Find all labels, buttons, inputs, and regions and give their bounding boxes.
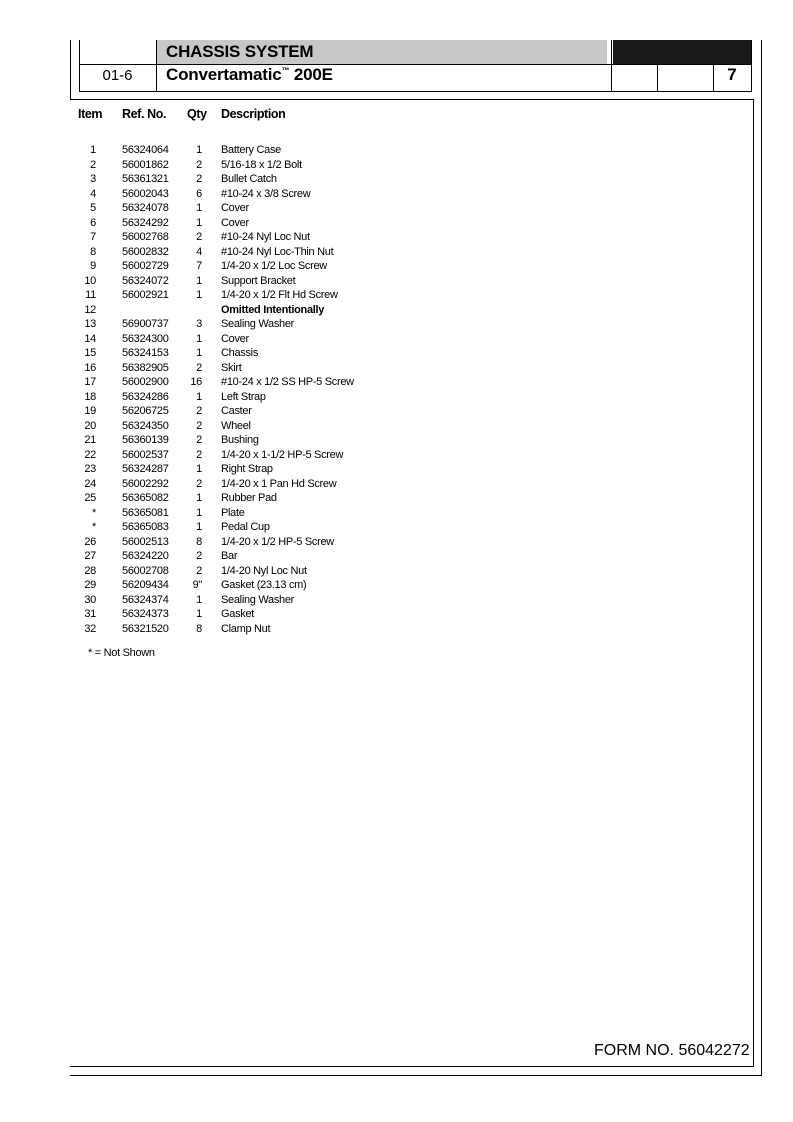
- part-description: 1/4-20 x 1-1/2 HP-5 Screw: [221, 448, 344, 461]
- table-row: [78, 216, 478, 231]
- table-row: [78, 390, 478, 405]
- table-row: [78, 448, 478, 463]
- part-description: Sealing Washer: [221, 318, 295, 330]
- item-number: 24: [84, 477, 96, 490]
- item-number: 23: [84, 463, 96, 475]
- ref-number: 56002043: [122, 187, 169, 200]
- quantity: 1: [196, 390, 202, 403]
- column-header-qty: Qty: [187, 107, 207, 121]
- model-suffix: 200E: [289, 65, 333, 84]
- ref-number: 56324300: [122, 332, 169, 345]
- item-number: 29: [84, 579, 96, 591]
- item-number: 12: [84, 303, 96, 316]
- quantity: 2: [196, 361, 202, 374]
- column-header-description: Description: [221, 107, 286, 121]
- ref-number: 56002292: [122, 477, 169, 490]
- quantity: 1: [196, 506, 202, 519]
- table-row: [78, 317, 478, 332]
- quantity: 1: [196, 274, 202, 287]
- table-row: [78, 433, 478, 448]
- ref-number: 56001862: [122, 158, 169, 171]
- frame-divider-line: [611, 40, 612, 92]
- ref-number: 56324078: [122, 202, 169, 214]
- quantity: 2: [196, 173, 202, 185]
- part-description: Bar: [221, 550, 238, 562]
- part-description: Bullet Catch: [221, 173, 277, 185]
- ref-number: 56321520: [122, 622, 169, 635]
- item-number: 31: [84, 608, 96, 620]
- parts-table: [78, 143, 478, 636]
- ref-number: 56382905: [122, 361, 169, 374]
- table-row: [78, 230, 478, 245]
- part-description: 1/4-20 Nyl Loc Nut: [221, 564, 307, 577]
- table-row: [78, 143, 478, 158]
- item-number: 4: [90, 187, 96, 200]
- item-number: 8: [90, 245, 96, 258]
- ref-number: 56002708: [122, 564, 169, 577]
- trademark-symbol: ™: [281, 66, 290, 75]
- ref-number: 56002768: [122, 231, 169, 243]
- item-number: 1: [90, 144, 96, 156]
- quantity: 1: [196, 289, 202, 301]
- ref-number: 56324064: [122, 144, 169, 156]
- part-description: Rubber Pad: [221, 492, 277, 504]
- quantity: 8: [196, 535, 202, 548]
- table-row: [78, 564, 478, 579]
- table-row: [78, 491, 478, 506]
- part-description: #10-24 Nyl Loc Nut: [221, 231, 310, 243]
- item-number: 17: [84, 376, 96, 388]
- quantity: 1: [196, 332, 202, 345]
- part-description: Caster: [221, 405, 252, 417]
- part-description: Right Strap: [221, 463, 273, 475]
- item-number: 22: [84, 448, 96, 461]
- ref-number: 56900737: [122, 318, 169, 330]
- part-description: Gasket (23.13 cm): [221, 579, 307, 591]
- item-number: *: [92, 506, 96, 519]
- ref-number: 56002921: [122, 289, 169, 301]
- part-description: Bushing: [221, 434, 259, 446]
- page-number: 7: [727, 65, 737, 84]
- ref-number: 56324072: [122, 274, 169, 287]
- table-row: [78, 535, 478, 550]
- ref-number: 56324350: [122, 419, 169, 432]
- quantity: 2: [196, 158, 202, 171]
- ref-number: 56002832: [122, 245, 169, 258]
- part-description: Cover: [221, 332, 249, 345]
- part-description: Support Bracket: [221, 274, 296, 287]
- item-number: 5: [90, 202, 96, 214]
- table-row: [78, 245, 478, 260]
- table-row: [78, 578, 478, 593]
- table-row: [78, 259, 478, 274]
- item-number: 3: [90, 173, 96, 185]
- part-description: Battery Case: [221, 144, 281, 156]
- table-row: [78, 158, 478, 173]
- table-row: [78, 274, 478, 289]
- quantity: 2: [196, 477, 202, 490]
- item-number: 14: [84, 332, 96, 345]
- table-row: [78, 303, 478, 318]
- quantity: 2: [196, 448, 202, 461]
- quantity: 1: [196, 463, 202, 475]
- quantity: 1: [196, 202, 202, 214]
- table-row: [78, 477, 478, 492]
- part-description: 1/4-20 x 1/2 Loc Screw: [221, 260, 327, 272]
- quantity: 9": [192, 579, 202, 591]
- model-name: Convertamatic: [166, 65, 282, 84]
- part-description: Skirt: [221, 361, 242, 374]
- ref-number: 56365081: [122, 506, 169, 519]
- ref-number: 56209434: [122, 579, 169, 591]
- table-row: [78, 462, 478, 477]
- ref-number: 56002537: [122, 448, 169, 461]
- item-number: 10: [84, 274, 96, 287]
- item-number: 11: [85, 289, 96, 301]
- ref-number: 56002729: [122, 260, 169, 272]
- part-description: Cover: [221, 216, 249, 229]
- item-number: 18: [84, 390, 96, 403]
- ref-number: 56206725: [122, 405, 169, 417]
- item-number: 9: [90, 260, 96, 272]
- part-description: #10-24 Nyl Loc-Thin Nut: [221, 245, 334, 258]
- item-number: 2: [90, 158, 96, 171]
- item-number: 6: [90, 216, 96, 229]
- table-row: [78, 361, 478, 376]
- item-number: *: [92, 521, 96, 533]
- table-row: [78, 346, 478, 361]
- table-row: [78, 506, 478, 521]
- part-description: #10-24 x 3/8 Screw: [221, 187, 311, 200]
- item-number: 16: [84, 361, 96, 374]
- table-row: [78, 607, 478, 622]
- quantity: 3: [196, 318, 202, 330]
- ref-number: 56324292: [122, 216, 169, 229]
- header-black-block: [613, 40, 751, 64]
- item-number: 25: [84, 492, 96, 504]
- quantity: 1: [196, 144, 202, 156]
- table-row: [78, 622, 478, 637]
- ref-number: 56361321: [122, 173, 169, 185]
- ref-number: 56324373: [122, 608, 169, 620]
- table-row: [78, 201, 478, 216]
- quantity: 2: [196, 419, 202, 432]
- ref-number: 56324220: [122, 550, 169, 562]
- ref-number: 56365082: [122, 492, 169, 504]
- quantity: 1: [196, 521, 202, 533]
- table-row: [78, 549, 478, 564]
- item-number: 30: [84, 593, 96, 606]
- page-code: 01-6: [102, 67, 133, 84]
- part-description: Chassis: [221, 347, 259, 359]
- frame-bottom-line: [79, 91, 752, 92]
- page-bottom-line: [70, 1075, 762, 1076]
- frame-right-line: [751, 40, 752, 92]
- ref-number: 56324374: [122, 593, 169, 606]
- quantity: 7: [196, 260, 202, 272]
- quantity: 8: [196, 622, 202, 635]
- footnote: * = Not Shown: [88, 647, 155, 659]
- page-left-border: [70, 40, 71, 100]
- quantity: 2: [196, 405, 202, 417]
- ref-number: 56002900: [122, 376, 169, 388]
- table-row: [78, 593, 478, 608]
- part-description: Clamp Nut: [221, 622, 271, 635]
- part-description: Plate: [221, 506, 245, 519]
- part-description: 1/4-20 x 1/2 Flt Hd Screw: [221, 289, 338, 301]
- table-row: [78, 288, 478, 303]
- ref-number: 56324287: [122, 463, 169, 475]
- quantity: 1: [196, 347, 202, 359]
- item-number: 19: [84, 405, 96, 417]
- part-description: Gasket: [221, 608, 255, 620]
- quantity: 1: [196, 593, 202, 606]
- table-row: [78, 187, 478, 202]
- part-description: Sealing Washer: [221, 593, 295, 606]
- body-right-line: [753, 99, 754, 1066]
- body-top-line: [70, 99, 754, 100]
- part-description: #10-24 x 1/2 SS HP-5 Screw: [221, 376, 354, 388]
- ref-number: 56324153: [122, 347, 169, 359]
- quantity: 1: [196, 492, 202, 504]
- page-right-border: [761, 40, 762, 1076]
- part-description: Pedal Cup: [221, 521, 270, 533]
- item-number: 28: [84, 564, 96, 577]
- form-number: FORM NO. 56042272: [594, 1042, 750, 1059]
- column-header-item: Item: [78, 107, 103, 121]
- table-row: [78, 404, 478, 419]
- frame-left-line: [79, 40, 80, 92]
- column-header-ref: Ref. No.: [122, 107, 167, 121]
- item-number: 27: [84, 550, 96, 562]
- quantity: 2: [196, 434, 202, 446]
- frame-divider-line: [657, 64, 658, 92]
- quantity: 16: [190, 376, 202, 388]
- table-row: [78, 520, 478, 535]
- part-description: Left Strap: [221, 390, 266, 403]
- section-title: CHASSIS SYSTEM: [166, 42, 314, 61]
- ref-number: 56365083: [122, 521, 169, 533]
- table-row: [78, 419, 478, 434]
- table-row: [78, 332, 478, 347]
- quantity: 2: [196, 550, 202, 562]
- quantity: 1: [196, 608, 202, 620]
- part-description: 1/4-20 x 1 Pan Hd Screw: [221, 477, 337, 490]
- item-number: 26: [84, 535, 96, 548]
- quantity: 2: [196, 231, 202, 243]
- part-description: Wheel: [221, 419, 251, 432]
- item-number: 15: [84, 347, 96, 359]
- item-number: 21: [84, 434, 96, 446]
- body-bottom-line: [70, 1066, 754, 1067]
- item-number: 20: [84, 419, 96, 432]
- item-number: 32: [84, 622, 96, 635]
- quantity: 1: [196, 216, 202, 229]
- ref-number: 56002513: [122, 535, 169, 548]
- part-description: Cover: [221, 202, 249, 214]
- part-description: 1/4-20 x 1/2 HP-5 Screw: [221, 535, 334, 548]
- quantity: 4: [196, 245, 202, 258]
- ref-number: 56360139: [122, 434, 169, 446]
- part-description: 5/16-18 x 1/2 Bolt: [221, 158, 302, 171]
- quantity: 6: [196, 187, 202, 200]
- item-number: 7: [90, 231, 96, 243]
- table-row: [78, 172, 478, 187]
- item-number: 13: [84, 318, 96, 330]
- ref-number: 56324286: [122, 390, 169, 403]
- part-description: Omitted Intentionally: [221, 303, 325, 316]
- table-row: [78, 375, 478, 390]
- quantity: 2: [196, 564, 202, 577]
- model-title: [166, 65, 333, 85]
